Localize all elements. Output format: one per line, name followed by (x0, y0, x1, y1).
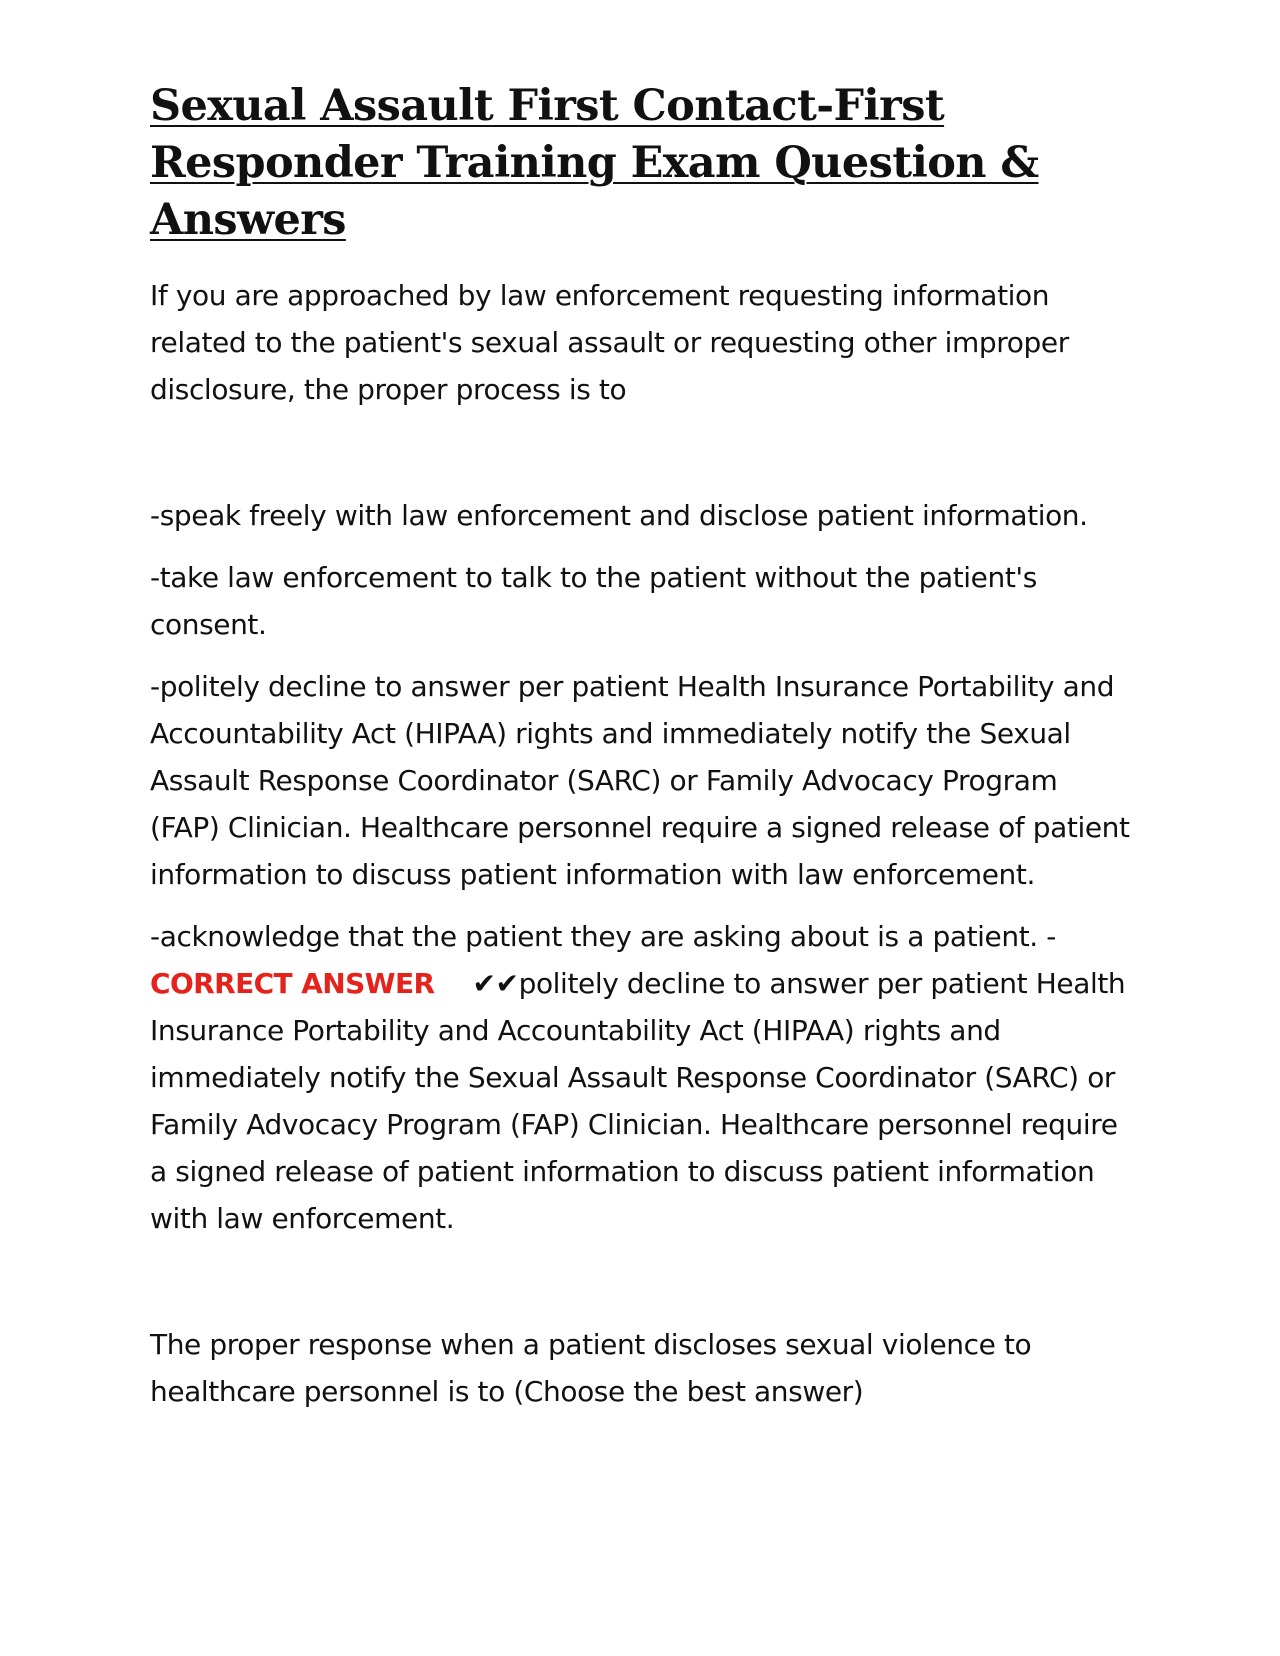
document-page (150, 78, 1130, 1415)
check-marks-icon: ✔✔ (472, 967, 519, 1000)
question-1-option-4-and-answer (150, 913, 1130, 1242)
document-title: Sexual Assault First Contact-First Responder Training Exam Question & Answers (150, 81, 1039, 245)
question-2-prompt: The proper response when a patient discloses sexual violence to healthcare personnel is to (Choose the best answer) (150, 1328, 1032, 1408)
correct-answer-label: CORRECT ANSWER (150, 967, 435, 1000)
question-1-option-1: -speak freely with law enforcement and disclose patient information. (150, 499, 1088, 532)
question-1-prompt: If you are approached by law enforcement requesting information related to the patient's sexual assault or requesting other improper disclosure, the proper process is to (150, 279, 1069, 406)
correct-answer-text: politely decline to answer per patient Health Insurance Portability and Accountability Act (HIPAA) rights and immediately notify the Sexual Assault Response Coordinator (SARC) or Family Advocacy Program (FAP) Clinician. Healthcare personnel require a signed release of patient information to discuss patient information with law enforcement. (150, 967, 1126, 1235)
question-1-option-3: -politely decline to answer per patient Health Insurance Portability and Accountability Act (HIPAA) rights and immediately notify the Sexual Assault Response Coordinator (SARC) or Family Advocacy Program (FAP) Clinician. Healthcare personnel require a signed release of patient information to discuss patient information with law enforcement. (150, 670, 1130, 891)
question-1-option-4: -acknowledge that the patient they are asking about is a patient. - (150, 920, 1057, 953)
question-1-option-2: -take law enforcement to talk to the patient without the patient's consent. (150, 561, 1037, 641)
